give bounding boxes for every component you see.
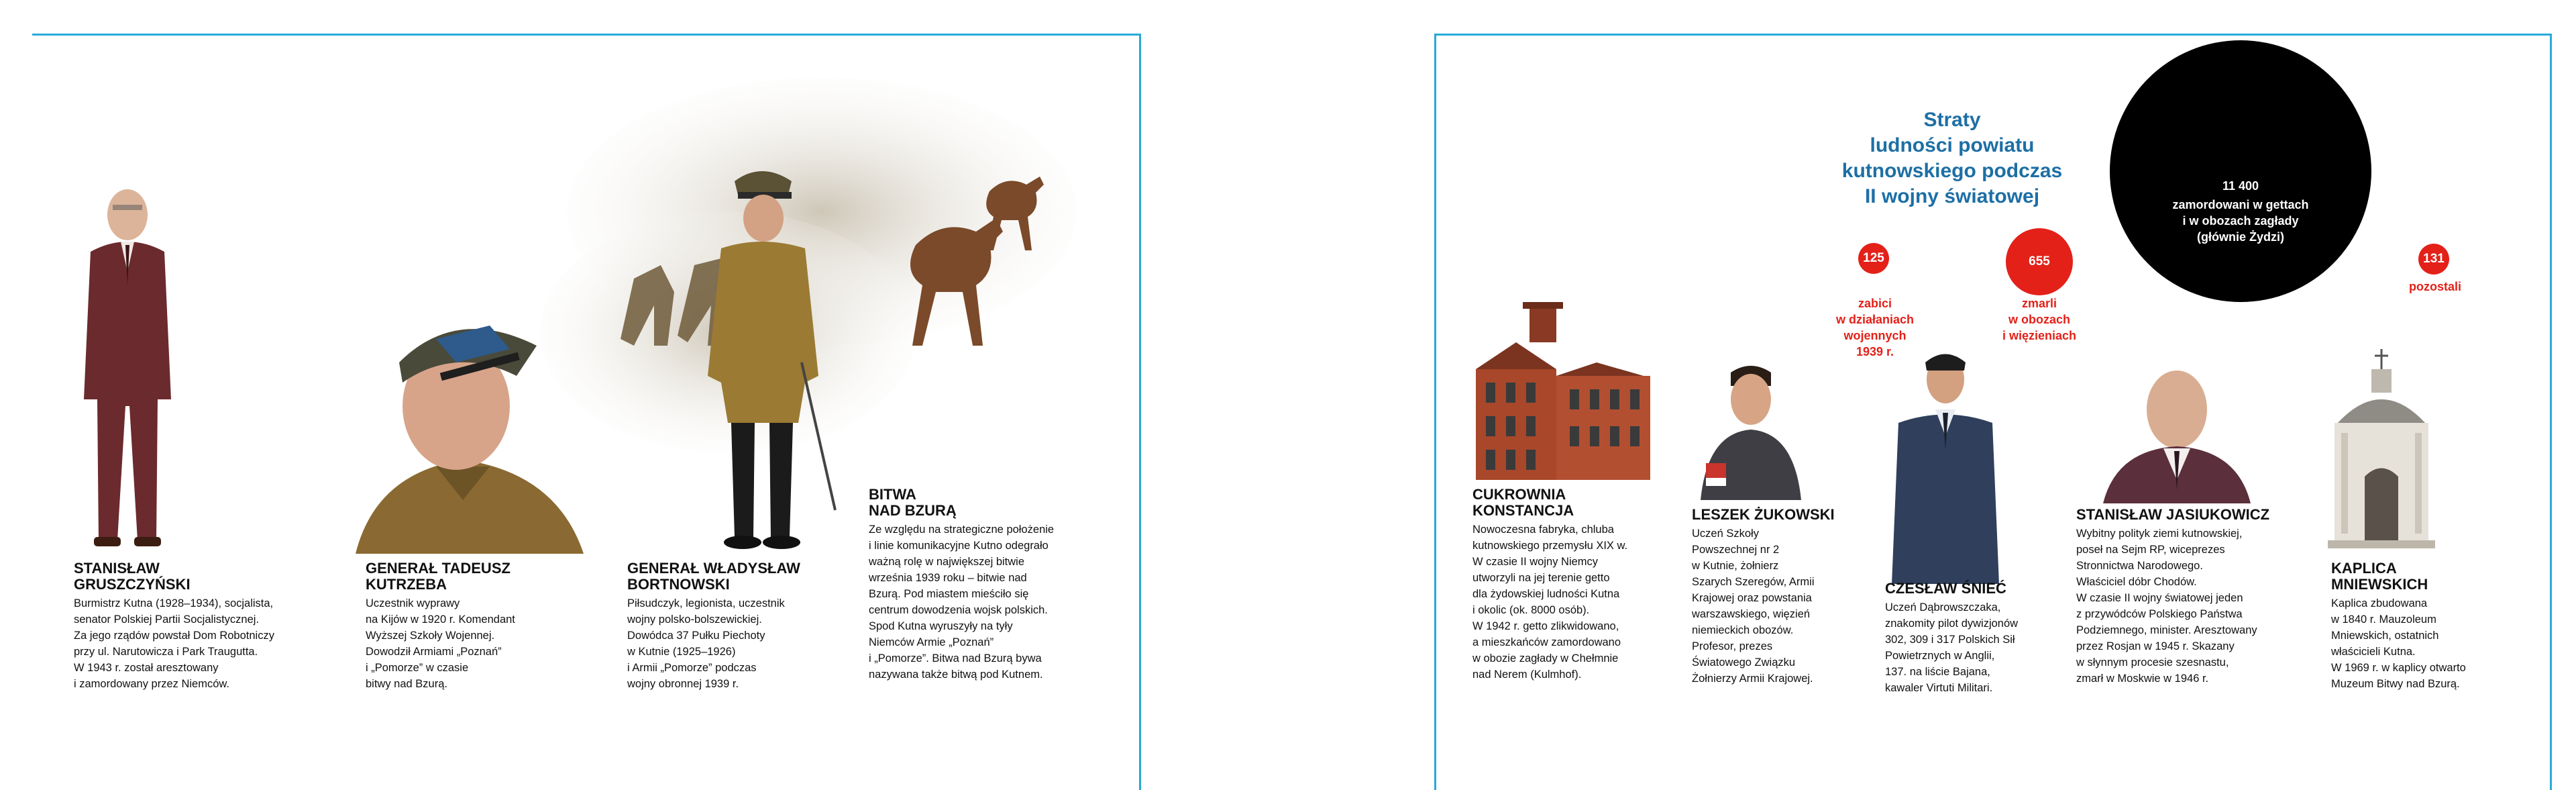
entry-sniec: [1885, 581, 2086, 696]
infographic-title: Straty ludności powiatu kutnowskiego podczas II wojny światowej: [1841, 109, 2063, 207]
entry-jasiukowicz: [2076, 507, 2311, 687]
entry-zukowski: [1692, 507, 1886, 687]
entry-bortnowski: [627, 560, 869, 692]
man-in-suit-icon: [64, 178, 191, 554]
factory-building-icon: [1469, 295, 1657, 483]
loss-label: pozostali: [2408, 280, 2461, 293]
entry-description: Uczestnik wyprawy na Kijów w 1920 r. Komendant Wyższej Szkoły Wojennej. Dowodził Armiami „Poznań” i „Pomorze” w czasie bitwy nad Bzurą.: [366, 597, 515, 690]
loss-value: 125: [1863, 251, 1884, 265]
general-standing-icon: [681, 161, 842, 557]
elderly-man-icon: [2090, 362, 2264, 503]
entry-name: GENERAŁ WŁADYSŁAW BORTNOWSKI: [627, 560, 800, 593]
chapel-icon: [2324, 349, 2438, 550]
entry-name: KAPLICA MNIEWSKICH: [2331, 560, 2428, 593]
loss-value: 655: [2029, 254, 2050, 268]
loss-circle-125: [1858, 243, 1889, 274]
entry-name: CUKROWNIA KONSTANCJA: [1472, 486, 1574, 519]
entry-name: CZESŁAW ŚNIEĆ: [1885, 580, 2006, 597]
entry-name: STANISŁAW JASIUKOWICZ: [2076, 506, 2270, 523]
entry-name: STANISŁAW GRUSZCZYŃSKI: [74, 560, 191, 593]
entry-gruszczynski: [74, 560, 329, 692]
entry-bitwa: [869, 487, 1124, 683]
entry-kutrzeba: [366, 560, 587, 692]
loss-label: zabici w działaniach wojennych 1939 r.: [1835, 297, 1915, 358]
loss-circle-655: [2006, 228, 2073, 295]
loss-label: zmarli w obozach i więzieniach: [2002, 297, 2077, 342]
entry-description: Burmistrz Kutna (1928–1934), socjalista, senator Polskiej Partii Socjalistycznej. Za jego rządów powstał Dom Robotniczy przy ul. Narutowicza i Park Traugutta. W 1943 r. został aresztowany i zamordowany przez Niemców.: [74, 597, 274, 690]
loss-circle-131: [2418, 244, 2449, 275]
young-man-icon: [1694, 359, 1808, 500]
entry-kaplica: [2331, 560, 2532, 692]
loss-circle-11400: [2110, 40, 2371, 302]
entry-description: Uczeń Szkoły Powszechnej nr 2 w Kutnie, żołnierz Szarych Szeregów, Armii Krajowej oraz powstania warszawskiego, więzień niemieckich obozów. Profesor, prezes Światowego Związku Żołnierzy Armii Krajowej.: [1692, 528, 1815, 685]
entry-description: Ze względu na strategiczne położenie i linie komunikacyjne Kutno odegrało ważną rolę w największej bitwie września 1939 roku – bitwie nad Bzurą. Pod miastem mieściło się centrum dowodzenia wojsk polskich. Spod Kutna wyruszyły na tyły Niemców Armie „Poznań” i „Pomorze”. Bitwa nad Bzurą bywa nazywana także bitwą pod Kutnem.: [869, 524, 1055, 681]
entry-name: LESZEK ŻUKOWSKI: [1692, 506, 1835, 523]
entry-cukrownia: [1472, 487, 1687, 683]
entry-description: Nowoczesna fabryka, chluba kutnowskiego przemysłu XIX w. W czasie II wojny Niemcy utworzyli na jej terenie getto dla żydowskiej ludności Kutna i okolic (ok. 8000 osób). W 1942 r. getto zlikwidowano, a mieszkańców zamordowano w obozie zagłady w Chełmnie nad Nerem (Kulmhof).: [1472, 524, 1628, 681]
loss-value: 11 400: [2222, 179, 2259, 193]
entry-name: GENERAŁ TADEUSZ KUTRZEBA: [366, 560, 511, 593]
pilot-uniform-icon: [1878, 349, 2012, 584]
entry-description: Wybitny polityk ziemi kutnowskiej, poseł na Sejm RP, wiceprezes Stronnictwa Narodowego. Właściciel dóbr Chodów. W czasie II wojny światowej jeden z przywódców Polskiego Państwa Podziemnego, minister. Aresztowany przez Rosjan w 1945 r. Skazany w słynnym procesie szesnastu, zmarł w Moskwie w 1946 r.: [2076, 528, 2257, 685]
entry-description: Piłsudczyk, legionista, uczestnik wojny polsko-bolszewickiej. Dowódca 37 Pułku Piechoty w Kutnie (1925–1926) i Armii „Pomorze” podczas wojny obronnej 1939 r.: [627, 597, 785, 690]
entry-name: BITWA NAD BZURĄ: [869, 486, 957, 519]
loss-label: zamordowani w gettach i w obozach zagłady (głównie Żydzi): [2172, 198, 2309, 244]
loss-value: 131: [2423, 252, 2445, 266]
entry-description: Kaplica zbudowana w 1840 r. Mauzoleum Mniewskich, ostatnich właścicieli Kutna. W 1969 r. w kaplicy otwarto Muzeum Bitwy nad Bzurą.: [2331, 597, 2466, 690]
entry-description: Uczeń Dąbrowszczaka, znakomity pilot dywizjonów 302, 309 i 317 Polskich Sił Powietrznych w Anglii, 137. na liście Bajana, kawaler Virtuti Militari.: [1885, 601, 2019, 694]
